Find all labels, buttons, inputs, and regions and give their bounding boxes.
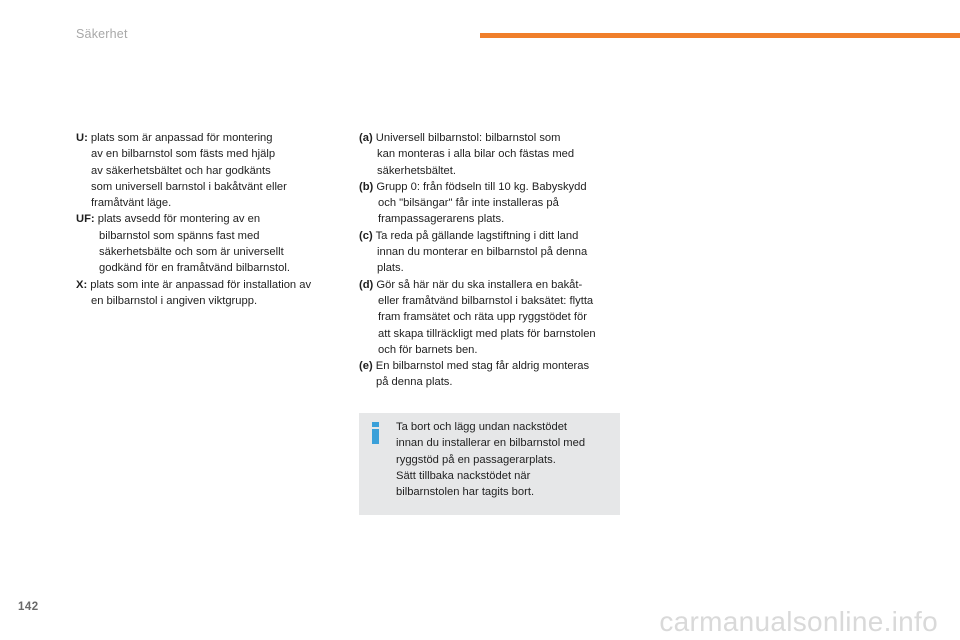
note-line: En bilbarnstol med stag får aldrig monteras bbox=[375, 360, 590, 373]
note-line: Ta reda på gällande lagstiftning i ditt land bbox=[375, 229, 579, 242]
info-line: Ta bort och lägg undan nackstödet bbox=[396, 421, 568, 433]
note-line: och för barnets ben. bbox=[378, 343, 478, 356]
legend-key: UF: bbox=[76, 213, 95, 226]
info-box bbox=[359, 413, 620, 515]
note-line: eller framåtvänd bilbarnstol i baksätet: flytta bbox=[378, 294, 594, 307]
legend-line: av säkerhetsbältet och har godkänts bbox=[91, 164, 271, 177]
legend-line: plats som är anpassad för montering bbox=[90, 132, 273, 144]
legend-line: av en bilbarnstol som fästs med hjälp bbox=[91, 148, 276, 161]
note-line: på denna plats. bbox=[376, 376, 453, 389]
right-column bbox=[359, 130, 621, 391]
info-line: ryggstöd på en passagerarplats. bbox=[396, 453, 556, 466]
note-line: fram framsätet och räta upp ryggstödet för bbox=[378, 311, 587, 324]
legend-line: som universell barnstol i bakåtvänt eller bbox=[91, 180, 287, 193]
legend-key: X: bbox=[76, 278, 88, 291]
note-line: kan monteras i alla bilar och fästas med bbox=[377, 148, 575, 161]
note-entry-d bbox=[359, 277, 621, 358]
header-accent-bar bbox=[480, 33, 960, 38]
info-line: Sätt tillbaka nackstödet när bbox=[396, 469, 531, 482]
note-line: att skapa tillräckligt med plats för barnstolen bbox=[378, 327, 596, 340]
legend-entry-uf bbox=[76, 211, 346, 276]
legend-line: bilbarnstol som spänns fast med bbox=[99, 229, 260, 242]
note-line: innan du monterar en bilbarnstol på denna bbox=[377, 246, 588, 259]
note-key: (c) bbox=[359, 229, 373, 242]
info-line: bilbarnstolen har tagits bort. bbox=[396, 486, 535, 499]
note-line: och "bilsängar" får inte installeras på bbox=[378, 197, 559, 210]
left-column bbox=[76, 130, 346, 309]
legend-line: plats som inte är anpassad för installation av bbox=[90, 278, 312, 291]
page-number: 142 bbox=[18, 601, 39, 613]
legend-entry-x bbox=[76, 277, 346, 310]
legend-line: säkerhetsbälte och som är universellt bbox=[99, 246, 284, 259]
note-line: Universell bilbarnstol: bilbarnstol som bbox=[375, 132, 561, 144]
note-line: Grupp 0: från födseln till 10 kg. Babyskydd bbox=[376, 180, 587, 193]
note-entry-a bbox=[359, 130, 621, 179]
note-line: Gör så här när du ska installera en bakåt- bbox=[376, 278, 583, 291]
info-line: innan du installerar en bilbarnstol med bbox=[396, 437, 586, 450]
legend-entry-u bbox=[76, 130, 346, 211]
info-text bbox=[396, 419, 616, 500]
section-title: Säkerhet bbox=[76, 27, 128, 41]
note-entry-e bbox=[359, 358, 621, 391]
legend-line: plats avsedd för montering av en bbox=[97, 213, 261, 226]
note-line: plats. bbox=[377, 262, 404, 275]
note-line: säkerhetsbältet. bbox=[377, 164, 456, 177]
note-key: (e) bbox=[359, 360, 373, 373]
note-key: (a) bbox=[359, 132, 373, 144]
info-icon bbox=[369, 422, 381, 444]
note-key: (d) bbox=[359, 278, 374, 291]
legend-line: en bilbarnstol i angiven viktgrupp. bbox=[91, 294, 258, 307]
legend-line: framåtvänt läge. bbox=[91, 197, 172, 210]
watermark: carmanualsonline.info bbox=[659, 606, 938, 637]
legend-line: godkänd för en framåtvänd bilbarnstol. bbox=[99, 262, 290, 275]
note-line: frampassagerarens plats. bbox=[378, 213, 505, 226]
note-entry-c bbox=[359, 228, 621, 277]
legend-key: U: bbox=[76, 132, 88, 144]
note-entry-b bbox=[359, 179, 621, 228]
note-key: (b) bbox=[359, 180, 374, 193]
